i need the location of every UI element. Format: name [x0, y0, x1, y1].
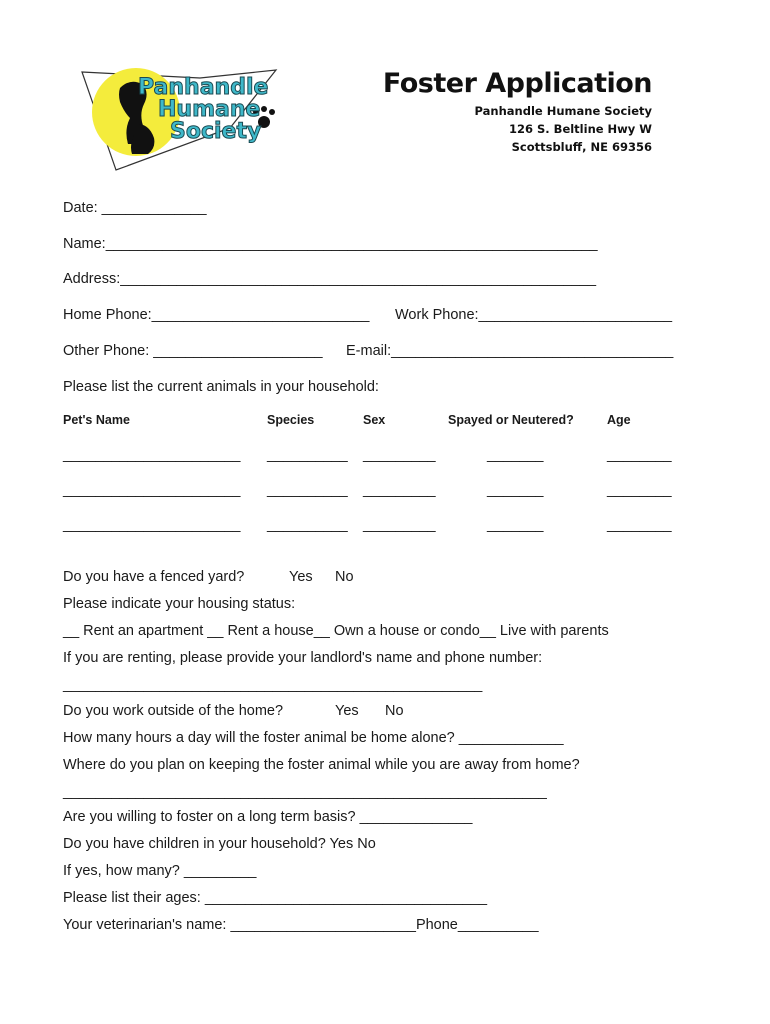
sex-blank[interactable]: _________	[363, 517, 436, 533]
col-header-pet-name: Pet's Name	[63, 413, 130, 427]
species-blank[interactable]: __________	[267, 517, 348, 533]
fenced-yard-question: Do you have a fenced yard?	[63, 569, 245, 585]
other-phone-field[interactable]: Other Phone: _____________________	[63, 343, 323, 359]
fenced-yard-no[interactable]: No	[335, 569, 354, 585]
age-blank[interactable]: ________	[607, 447, 672, 463]
hours-alone-field[interactable]: How many hours a day will the foster animal be home alone? _____________	[63, 730, 564, 746]
animals-prompt: Please list the current animals in your household:	[63, 379, 379, 395]
species-blank[interactable]: __________	[267, 482, 348, 498]
email-field[interactable]: E-mail:___________________________________	[346, 343, 674, 359]
housing-options[interactable]: __ Rent an apartment __ Rent a house__ Own a house or condo__ Live with parents	[63, 623, 609, 639]
landlord-field[interactable]: ____________________________________________________	[63, 677, 483, 693]
page-title: Foster Application	[382, 68, 652, 99]
col-header-spayed-neutered: Spayed or Neutered?	[448, 413, 574, 427]
how-many-field[interactable]: If yes, how many? _________	[63, 863, 257, 879]
pet-name-blank[interactable]: ______________________	[63, 482, 241, 498]
spayed-blank[interactable]: _______	[487, 517, 544, 533]
spayed-blank[interactable]: _______	[487, 447, 544, 463]
col-header-age: Age	[607, 413, 631, 427]
long-term-field[interactable]: Are you willing to foster on a long term basis? ______________	[63, 809, 473, 825]
name-field[interactable]: Name:_____________________________________________________________	[63, 236, 598, 252]
children-question[interactable]: Do you have children in your household? Yes No	[63, 836, 376, 852]
pet-name-blank[interactable]: ______________________	[63, 517, 241, 533]
work-outside-no[interactable]: No	[385, 703, 404, 719]
work-outside-yes[interactable]: Yes	[335, 703, 359, 719]
col-header-species: Species	[267, 413, 315, 427]
panhandle-humane-society-logo	[80, 66, 280, 174]
work-outside-question: Do you work outside of the home?	[63, 703, 284, 719]
keep-location-field[interactable]: ____________________________________________________________	[63, 784, 547, 800]
sex-blank[interactable]: _________	[363, 482, 436, 498]
logo-line2: Humane	[158, 97, 261, 122]
housing-prompt: Please indicate your housing status:	[63, 596, 296, 612]
org-name: Panhandle Humane Society	[474, 104, 652, 118]
date-field[interactable]: Date: _____________	[63, 200, 207, 216]
org-city: Scottsbluff, NE 69356	[511, 140, 652, 154]
logo-line1: Panhandle	[138, 75, 269, 100]
address-field[interactable]: Address:___________________________________________________________	[63, 271, 597, 287]
ages-field[interactable]: Please list their ages: ___________________________________	[63, 890, 488, 906]
home-phone-field[interactable]: Home Phone:___________________________	[63, 307, 370, 323]
spayed-blank[interactable]: _______	[487, 482, 544, 498]
keep-location-question: Where do you plan on keeping the foster animal while you are away from home?	[63, 757, 580, 773]
logo-line3: Society	[170, 119, 262, 144]
veterinarian-field[interactable]: Your veterinarian's name: _______________________Phone__________	[63, 917, 539, 933]
work-phone-field[interactable]: Work Phone:________________________	[395, 307, 673, 323]
pet-name-blank[interactable]: ______________________	[63, 447, 241, 463]
col-header-sex: Sex	[363, 413, 386, 427]
landlord-prompt: If you are renting, please provide your landlord's name and phone number:	[63, 650, 543, 666]
org-street: 126 S. Beltline Hwy W	[509, 122, 652, 136]
age-blank[interactable]: ________	[607, 517, 672, 533]
species-blank[interactable]: __________	[267, 447, 348, 463]
fenced-yard-yes[interactable]: Yes	[289, 569, 313, 585]
sex-blank[interactable]: _________	[363, 447, 436, 463]
age-blank[interactable]: ________	[607, 482, 672, 498]
